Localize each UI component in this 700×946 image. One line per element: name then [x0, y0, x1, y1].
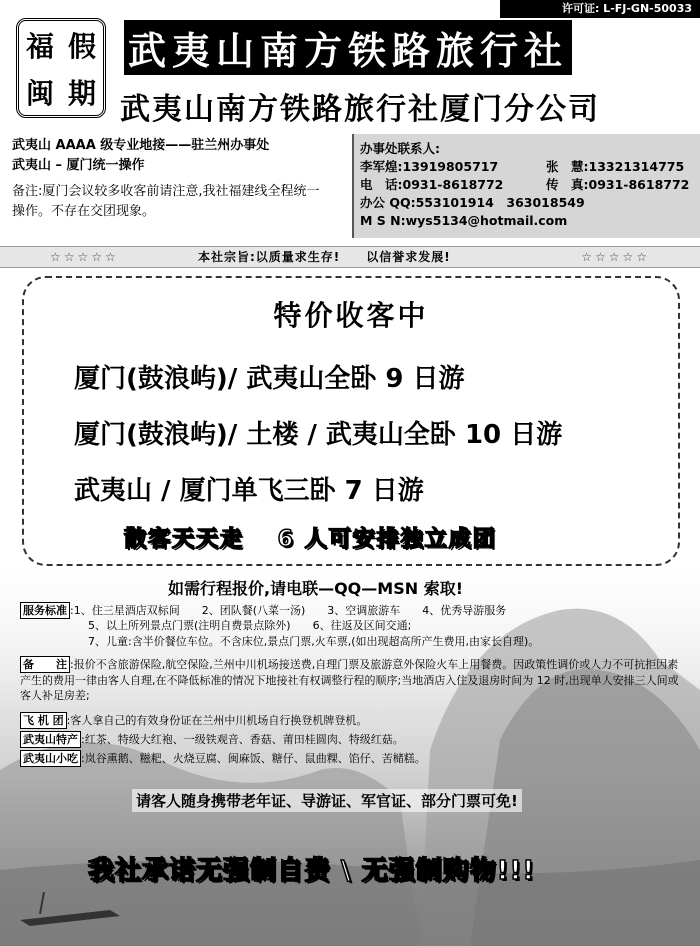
- seal-char: 福: [25, 29, 54, 63]
- flight-tag: 飞 机 团: [20, 712, 67, 729]
- remarks: [20, 656, 688, 703]
- documents-notice: 请客人随身携带老年证、导游证、军官证、部分门票可免!: [132, 789, 522, 812]
- promo-footer: 散客天天走 6 人可安排独立成团: [124, 527, 497, 552]
- route-item: 厦门(鼓浪屿)/ 土楼 / 武夷山全卧 10 日游: [74, 420, 563, 450]
- seal-char: 期: [67, 76, 96, 110]
- motto-bar: [0, 246, 700, 268]
- info-line: 武夷山 AAAA 级专业地接——驻兰州办事处: [12, 138, 270, 153]
- quote-request: 如需行程报价,请电联—QQ—MSN 索取!: [168, 579, 463, 598]
- agency-title: 武夷山南方铁路旅行社: [124, 20, 572, 75]
- snacks: [20, 750, 426, 767]
- flight-group: [20, 712, 367, 729]
- phone: 电 话:0931-8618772: [360, 177, 504, 192]
- msn: M S N:wys5134@hotmail.com: [360, 213, 568, 228]
- snacks-tag: 武夷山小吃: [20, 750, 81, 767]
- service-line: 7、儿童:含半价餐位车位。不含床位,景点门票,火车票,(如出现超高所产生费用,由家长自理)。: [88, 635, 540, 648]
- remarks-tag: 备 注: [20, 656, 70, 673]
- office-qq: 办公 QQ:553101914 363018549: [360, 195, 585, 210]
- service-line: :1、住三星酒店双标间 2、团队餐(八菜一汤) 3、空调旅游车 4、优秀导游服务: [70, 604, 507, 617]
- specialties-text: :红茶、特级大红袍、一级铁观音、香菇、莆田桂圆肉、特级红菇。: [81, 733, 404, 746]
- contact-person-2: 张 慧:13321314775: [546, 159, 685, 174]
- stamp-seal: [16, 18, 106, 118]
- promo-box: [22, 276, 680, 566]
- service-line: 5、以上所列景点门票(注明自费景点除外) 6、往返及区间交通;: [88, 619, 412, 632]
- seal-char: 假: [67, 29, 96, 63]
- info-line: 武夷山 – 厦门统一操作: [12, 158, 145, 173]
- route-item: 厦门(鼓浪屿)/ 武夷山全卧 9 日游: [74, 364, 465, 394]
- specialties: [20, 731, 404, 748]
- service-standard: [20, 602, 680, 619]
- seal-char: 闽: [25, 76, 54, 110]
- route-item: 武夷山 / 厦门单飞三卧 7 日游: [74, 476, 424, 506]
- flight-text: :客人拿自己的有效身份证在兰州中川机场自行换登机牌登机。: [66, 714, 368, 727]
- snacks-text: :岚谷熏鹅、糍粑、火烧豆腐、闽麻饭、糖仔、鼠曲粿、馅仔、苦槠糕。: [81, 752, 426, 765]
- promise-banner: 我社承诺无强制自费 \ 无强制购物!!!: [88, 856, 536, 886]
- remarks-text: :报价不含旅游保险,航空保险,兰州中川机场接送费,自理门票及旅游意外保险火车上用餐费。因政策性调价或人力不可抗拒因素产生的费用一律由客人自理,在不降低标准的情况下地接社有权调整行程的顺序;当地酒店入住及退房时间为 12 时,出现单人安排三人间或客人补足房差;: [20, 658, 679, 702]
- promo-heading: 特价收客中: [273, 299, 429, 332]
- fax: 传 真:0931-8618772: [546, 177, 690, 192]
- note-text: 备注:厦门会议较多收客前请注意,我社福建线全程统一操作。不存在交团现象。: [12, 184, 320, 219]
- motto-text: 本社宗旨:以质量求生存! 以信誉求发展!: [198, 250, 451, 264]
- contact-box: [352, 134, 700, 238]
- agency-info: [12, 136, 269, 176]
- service-tag: 服务标准: [20, 602, 70, 619]
- contact-person-1: 李军煌:13919805717: [360, 159, 499, 174]
- branch-title: 武夷山南方铁路旅行社厦门分公司: [120, 92, 600, 127]
- stars-icon: ☆☆☆☆☆: [50, 250, 119, 264]
- license-number: 许可证: L-FJ-GN-50033: [500, 0, 700, 18]
- contact-heading: 办事处联系人:: [360, 141, 440, 156]
- stars-icon: ☆☆☆☆☆: [581, 250, 650, 264]
- specialties-tag: 武夷山特产: [20, 731, 81, 748]
